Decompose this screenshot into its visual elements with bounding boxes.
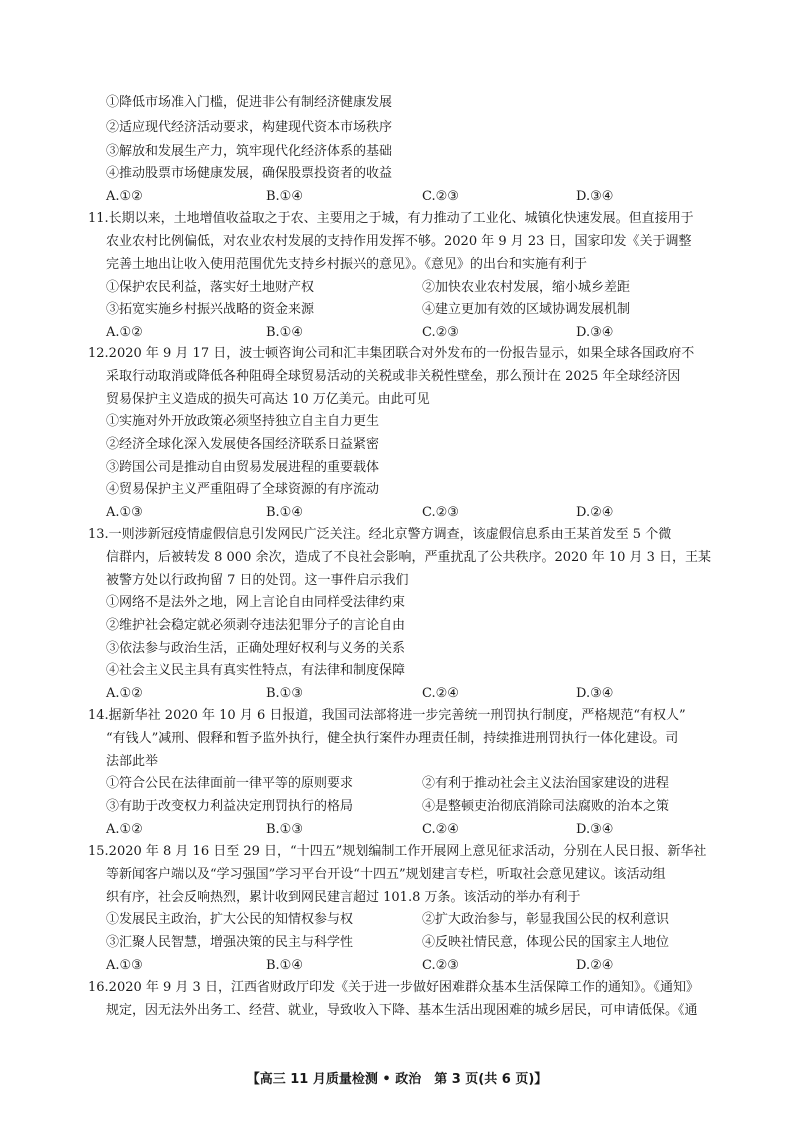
q16-stem-line-1: 16.2020 年 9 月 3 日，江西省财政厅印发《关于进一步做好困难群众基本生活保障工作的通知》。《通知》	[88, 980, 699, 995]
q12-option-1: ①实施对外开放政策必须坚持独立自主自力更生	[106, 414, 380, 429]
q11-option-1: ①保护农民利益，落实好土地财产权	[106, 280, 315, 295]
q12-option-2: ②经济全球化深入发展使各国经济联系日益紧密	[106, 437, 380, 452]
q11-choice-b: B.①④	[266, 325, 303, 340]
q13-stem-line-1: 13.一则涉新冠疫情虚假信息引发网民广泛关注。经北京警方调查，该虚假信息系由王某首发至 5 个微	[88, 527, 672, 542]
q11-choice-c: C.②③	[422, 325, 459, 340]
q15-choice-a: A.①③	[106, 958, 143, 973]
q15-choice-c: C.②③	[422, 958, 459, 973]
q13-choice-a: A.①②	[106, 686, 143, 701]
q15-choice-b: B.①④	[266, 958, 303, 973]
q11-option-4: ④建立更加有效的区域协调发展机制	[422, 302, 631, 317]
q15-option-2: ②扩大政治参与，彰显我国公民的权利意识	[422, 912, 670, 927]
q10-choice-d: D.③④	[576, 189, 614, 204]
q14-choice-c: C.②④	[422, 822, 459, 837]
q15-choice-d: D.②④	[576, 958, 614, 973]
q12-choice-c: C.②③	[422, 505, 459, 520]
q14-option-2: ②有利于推动社会主义法治国家建设的进程	[422, 776, 670, 791]
q12-choice-b: B.①④	[266, 505, 303, 520]
q10-option-4: ④推动股票市场健康发展，确保股票投资者的收益	[106, 166, 393, 181]
q11-stem-line-1: 11.长期以来，土地增值收益取之于农、主要用之于城，有力推动了工业化、城镇化快速发展。但直接用于	[88, 211, 694, 226]
q14-option-1: ①符合公民在法律面前一律平等的原则要求	[106, 776, 354, 791]
q14-stem-line-3: 法部此举	[106, 754, 159, 769]
q12-option-3: ③跨国公司是推动自由贸易发展进程的重要载体	[106, 460, 380, 475]
q13-option-3: ③依法参与政治生活，正确处理好权利与义务的关系	[106, 641, 406, 656]
q13-option-2: ②维护社会稳定就必须剥夺违法犯罪分子的言论自由	[106, 618, 406, 633]
q13-stem-line-3: 被警方处以行政拘留 7 日的处罚。这一事件启示我们	[106, 573, 409, 588]
q11-option-3: ③拓宽实施乡村振兴战略的资金来源	[106, 302, 315, 317]
q11-choice-a: A.①②	[106, 325, 143, 340]
q10-choice-a: A.①②	[106, 189, 143, 204]
q10-option-2: ②适应现代经济活动要求，构建现代资本市场秩序	[106, 120, 393, 135]
q13-choice-d: D.③④	[576, 686, 614, 701]
q15-stem-line-2: 等新闻客户端以及“学习强国”学习平台开设“十四五”规划建言专栏，听取社会意见建议。该活动组	[106, 867, 666, 882]
q15-option-4: ④反映社情民意，体现公民的国家主人地位	[422, 935, 670, 950]
q14-stem-line-2: “有钱人”减刑、假释和暂予监外执行，健全执行案件办理责任制，持续推进刑罚执行一体化建设。司	[106, 731, 679, 746]
q13-stem-line-2: 信群内，后被转发 8 000 余次，造成了不良社会影响，严重扰乱了公共秩序。2020 年 10 月 3 日，王某	[106, 550, 712, 565]
q12-choice-a: A.①③	[106, 505, 143, 520]
q10-option-1: ①降低市场准入门槛，促进非公有制经济健康发展	[106, 95, 393, 110]
q12-stem-line-1: 12.2020 年 9 月 17 日，波士顿咨询公司和汇丰集团联合对外发布的一份报告显示，如果全球各国政府不	[88, 346, 695, 361]
q10-choice-b: B.①④	[266, 189, 303, 204]
q11-choice-d: D.③④	[576, 325, 614, 340]
q13-option-1: ①网络不是法外之地，网上言论自由同样受法律约束	[106, 595, 406, 610]
q14-option-4: ④是整顿吏治彻底消除司法腐败的治本之策	[422, 799, 670, 814]
q15-stem-line-1: 15.2020 年 8 月 16 日至 29 日，“十四五”规划编制工作开展网上意见征求活动，分别在人民日报、新华社	[88, 844, 707, 859]
q11-option-2: ②加快农业农村发展，缩小城乡差距	[422, 280, 631, 295]
q10-option-3: ③解放和发展生产力，筑牢现代化经济体系的基础	[106, 144, 393, 159]
q11-stem-line-2: 农业农村比例偏低，对农业农村发展的支持作用发挥不够。2020 年 9 月 23 日，国家印发《关于调整	[106, 234, 692, 249]
q12-stem-line-2: 采取行动取消或降低各种阻碍全球贸易活动的关税或非关税性壁垒，那么预计在 2025 年全球经济因	[106, 369, 681, 384]
q12-stem-line-3: 贸易保护主义造成的损失可高达 10 万亿美元。由此可见	[106, 392, 430, 407]
q14-stem-line-1: 14.据新华社 2020 年 10 月 6 日报道，我国司法部将进一步完善统一刑罚执行制度，严格规范“有权人”	[88, 708, 686, 723]
q13-choice-c: C.②④	[422, 686, 459, 701]
q14-choice-b: B.①③	[266, 822, 303, 837]
q13-option-4: ④社会主义民主具有真实性特点，有法律和制度保障	[106, 663, 406, 678]
q12-choice-d: D.②④	[576, 505, 614, 520]
q10-choice-c: C.②③	[422, 189, 459, 204]
q15-stem-line-3: 织有序，社会反响热烈，累计收到网民建言超过 101.8 万条。该活动的举办有利于	[106, 890, 581, 905]
q14-choice-a: A.①②	[106, 822, 143, 837]
q15-option-1: ①发展民主政治，扩大公民的知情权参与权	[106, 912, 354, 927]
q15-option-3: ③汇聚人民智慧，增强决策的民主与科学性	[106, 935, 354, 950]
q14-choice-d: D.③④	[576, 822, 614, 837]
q11-stem-line-3: 完善土地出让收入使用范围优先支持乡村振兴的意见》。《意见》的出台和实施有利于	[106, 257, 588, 272]
page-footer: 【高三 11 月质量检测 • 政治 第 3 页(共 6 页)】	[246, 1072, 548, 1087]
q14-option-3: ③有助于改变权力利益决定刑罚执行的格局	[106, 799, 354, 814]
q13-choice-b: B.①③	[266, 686, 303, 701]
q12-option-4: ④贸易保护主义严重阻碍了全球资源的有序流动	[106, 482, 380, 497]
q16-stem-line-2: 规定，因无法外出务工、经营、就业，导致收入下降、基本生活出现困难的城乡居民，可申请低保。《通	[106, 1003, 698, 1018]
